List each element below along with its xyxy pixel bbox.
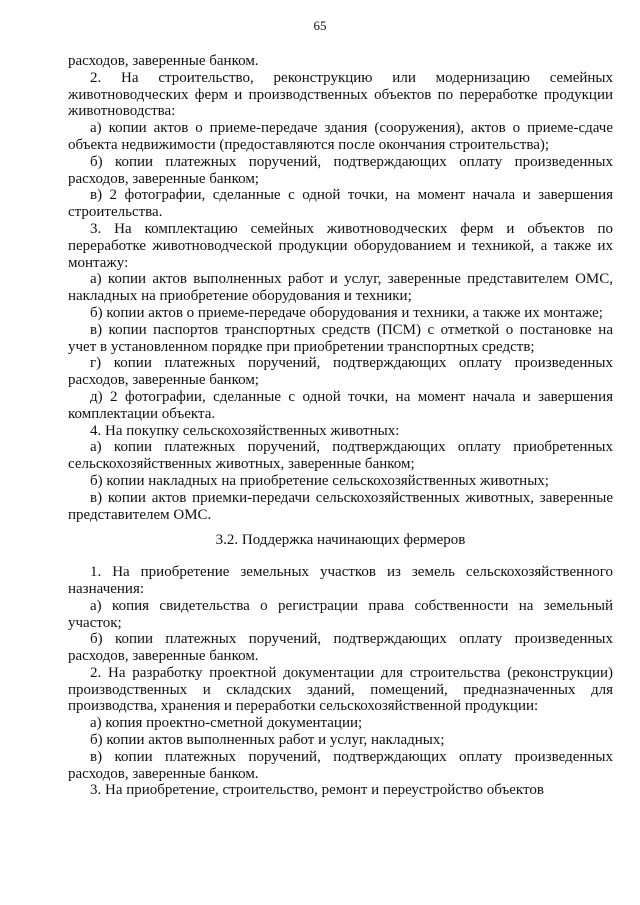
paragraph: д) 2 фотографии, сделанные с одной точки, на момент начала и завершения комплектации объекта.: [68, 388, 613, 422]
paragraph: в) 2 фотографии, сделанные с одной точки, на момент начала и завершения строительства.: [68, 187, 613, 221]
paragraph: 4. На покупку сельскохозяйственных животных:: [90, 422, 400, 439]
paragraph: 3. На комплектацию семейных животноводческих ферм и объектов по переработке животноводческой продукции оборудованием и техникой, а также их монтажу:: [68, 220, 613, 271]
paragraph: 2. На разработку проектной документации для строительства (реконструкции) производственных и складских зданий, помещений, предназначенных для производства, хранения и переработки сельскохозяйственной продукции:: [68, 664, 613, 715]
paragraph: расходов, заверенные банком.: [68, 53, 259, 69]
paragraph: а) копия проектно-сметной документации;: [90, 715, 363, 732]
page-number: 65: [313, 18, 327, 33]
document-body: [68, 53, 613, 799]
paragraph: а) копии платежных поручений, подтверждающих оплату приобретенных сельскохозяйственных животных, заверенные банком;: [68, 439, 613, 473]
paragraph: а) копии актов о приеме-передаче здания (сооружения), актов о приеме-сдаче объекта недвижимости (предоставляются после окончания строительства);: [68, 120, 613, 153]
paragraph: б) копии платежных поручений, подтверждающих оплату произведенных расходов, заверенные банком;: [68, 153, 613, 187]
paragraph: 3. На приобретение, строительство, ремонт и переустройство объектов: [90, 782, 544, 799]
paragraph: г) копии платежных поручений, подтверждающих оплату произведенных расходов, заверенные банком;: [68, 355, 613, 389]
section-heading: 3.2. Поддержка начинающих фермеров: [215, 532, 466, 549]
paragraph: в) копии актов приемки-передачи сельскохозяйственных животных, заверенные представителем ОМС.: [68, 489, 613, 523]
paragraph: а) копии актов выполненных работ и услуг, заверенные представителем ОМС, накладных на приобретение оборудования и техники;: [68, 271, 613, 305]
paragraph: в) копии платежных поручений, подтверждающих оплату произведенных расходов, заверенные банком.: [68, 748, 613, 782]
paragraph: б) копии накладных на приобретение сельскохозяйственных животных;: [90, 472, 549, 489]
paragraph: б) копии актов о приеме-передаче оборудования и техники, а также их монтаже;: [90, 304, 603, 321]
paragraph: б) копии платежных поручений, подтверждающих оплату произведенных расходов, заверенные банком.: [68, 631, 613, 665]
paragraph: а) копия свидетельства о регистрации права собственности на земельный участок;: [68, 597, 613, 631]
paragraph: в) копии паспортов транспортных средств (ПСМ) с отметкой о постановке на учет в установленном порядке при приобретении транспортных средств;: [68, 321, 613, 355]
paragraph: б) копии актов выполненных работ и услуг, накладных;: [90, 732, 445, 749]
paragraph: 1. На приобретение земельных участков из земель сельскохозяйственного назначения:: [68, 564, 613, 597]
paragraph: 2. На строительство, реконструкцию или модернизацию семейных животноводческих ферм и производственных объектов по переработке продукции животноводства:: [68, 69, 613, 120]
